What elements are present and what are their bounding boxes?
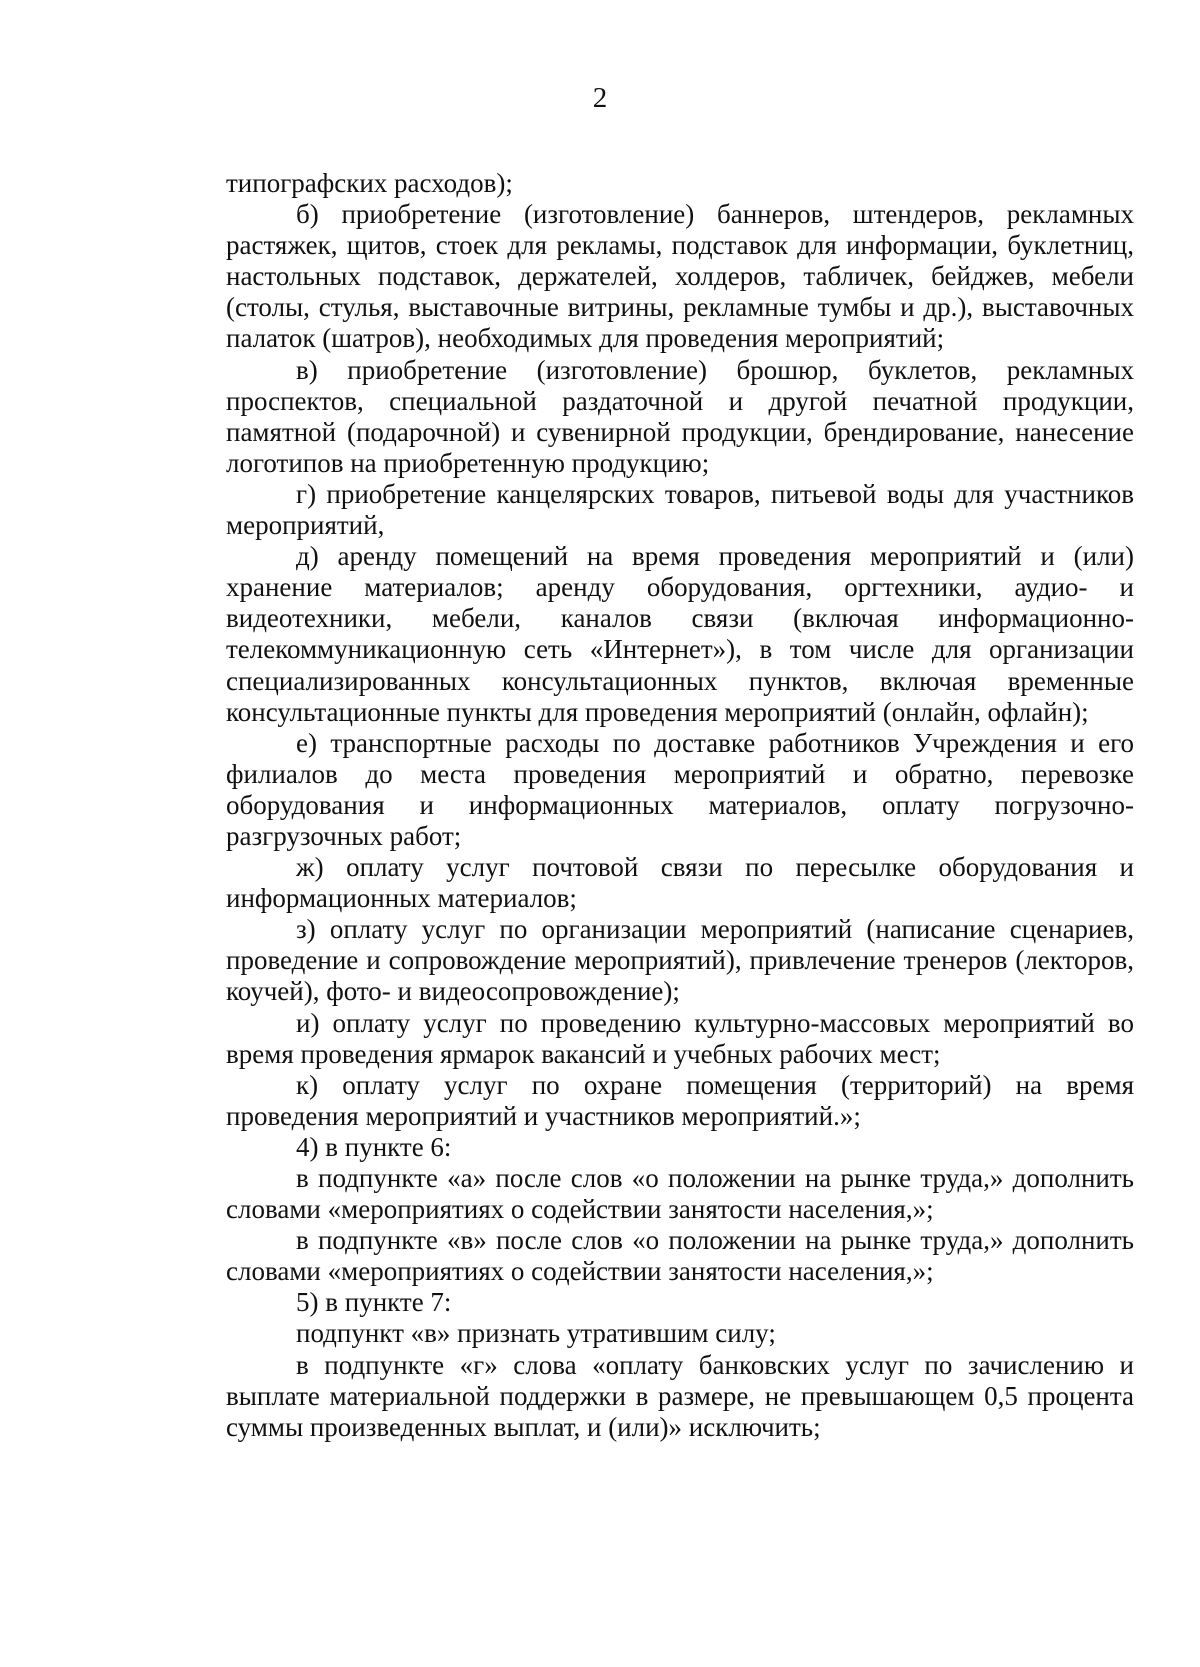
paragraph-point-4: 4) в пункте 6: — [296, 1131, 452, 1162]
paragraph-item-g: г) приобретение канцелярских товаров, питьевой воды для участников мероприятий, — [226, 478, 1134, 541]
page-number: 2 — [592, 82, 608, 114]
paragraph-item-e: е) транспортные расходы по доставке работников Учреждения и его филиалов до места проведения мероприятий и обратно, перевозке оборудования и информационных материалов, оплату погрузочно-разгрузочных работ; — [226, 727, 1134, 851]
paragraph-item-d: д) аренду помещений на время проведения мероприятий и (или) хранение материалов; аренду оборудования, оргтехники, аудио- и видеотехники, мебели, каналов связи (включая информационно-телекоммуникационную сеть «Интернет»), в том числе для организации специализированных консультационных пунктов, включая временные консультационные пункты для проведения мероприятий (онлайн, офлайн); — [226, 541, 1134, 727]
paragraph-point-5: 5) в пункте 7: — [296, 1287, 452, 1318]
paragraph-item-zh: ж) оплату услуг почтовой связи по пересылке оборудования и информационных материалов; — [226, 852, 1134, 914]
paragraph-continuation: типографских расходов); — [226, 168, 513, 198]
paragraph-subpoint-v-repeal: подпункт «в» признать утратившим силу; — [296, 1318, 776, 1349]
paragraph-subpoint-v: в подпункте «в» после слов «о положении на рынке труда,» дополнить словами «мероприятиях о содействии занятости населения,»; — [226, 1225, 1134, 1287]
paragraph-subpoint-g: в подпункте «г» слова «оплату банковских услуг по зачислению и выплате материальной поддержки в размере, не превышающем 0,5 процента суммы произведенных выплат, и (или)» исключить; — [226, 1349, 1134, 1442]
paragraph-item-v: в) приобретение (изготовление) брошюр, буклетов, рекламных проспектов, специальной раздаточной и другой печатной продукции, памятной (подарочной) и сувенирной продукции, брендирование, нанесение логотипов на приобретенную продукцию; — [226, 354, 1134, 478]
document-body — [226, 168, 1134, 1443]
paragraph-item-z: з) оплату услуг по организации мероприятий (написание сценариев, проведение и сопровождение мероприятий), привлечение тренеров (лекторов, коучей), фото- и видеосопровождение); — [226, 914, 1134, 1007]
paragraph-item-b: б) приобретение (изготовление) баннеров, штендеров, рекламных растяжек, щитов, стоек для рекламы, подставок для информации, буклетниц, настольных подставок, держателей, холдеров, табличек, бейджев, мебели (столы, стулья, выставочные витрины, рекламные тумбы и др.), выставочных палаток (шатров), необходимых для проведения мероприятий; — [226, 199, 1134, 354]
paragraph-item-i: и) оплату услуг по проведению культурно-массовых мероприятий во время проведения ярмарок вакансий и учебных рабочих мест; — [226, 1007, 1134, 1069]
paragraph-item-k: к) оплату услуг по охране помещения (территорий) на время проведения мероприятий и участников мероприятий.»; — [226, 1069, 1134, 1131]
paragraph-subpoint-a: в подпункте «а» после слов «о положении на рынке труда,» дополнить словами «мероприятиях о содействии занятости населения,»; — [226, 1163, 1134, 1225]
